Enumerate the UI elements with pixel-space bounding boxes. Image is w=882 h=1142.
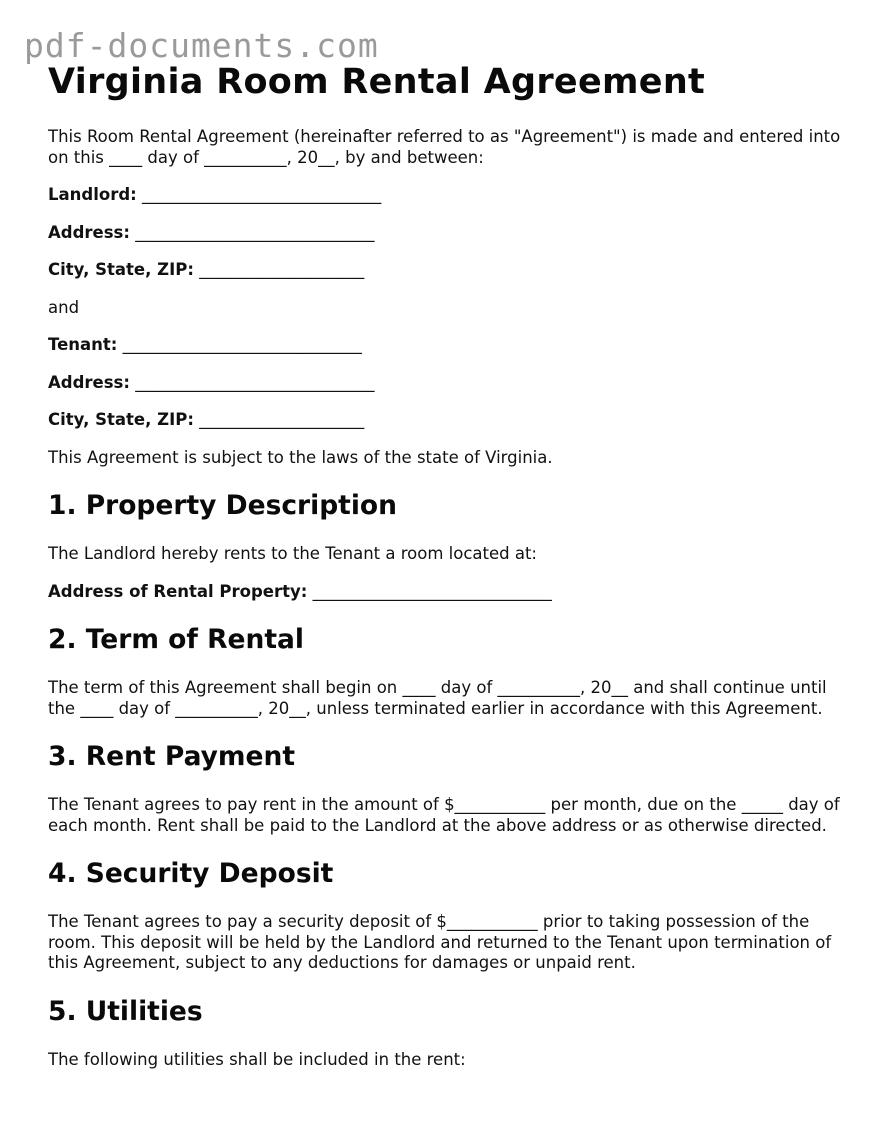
intro-paragraph: This Room Rental Agreement (hereinafter referred to as "Agreement") is made and entered into on this ____ day of __________, 20__, by and between:: [48, 127, 841, 167]
tenant-address-label: Address:: [48, 372, 130, 392]
tenant-address-blank: _____________________________: [135, 372, 375, 392]
tenant-name-blank: _____________________________: [122, 335, 362, 354]
and-text: and: [48, 297, 80, 317]
landlord-name-label: Landlord:: [48, 185, 137, 204]
rental-property-address-blank: _____________________________: [312, 581, 552, 601]
rent-payment-heading: 3. Rent Payment: [48, 741, 296, 772]
property-description-text: The Landlord hereby rents to the Tenant a room located at:: [48, 544, 537, 563]
document-page: [48, 58, 848, 1070]
watermark: pdf-documents.com: [24, 26, 379, 65]
governing-law-text: This Agreement is subject to the laws of the state of Virginia.: [48, 447, 553, 467]
tenant-address-field: [48, 373, 848, 394]
rent-payment-text: The Tenant agrees to pay rent in the amount of $___________ per month, due on the _____ day of each month. Rent shall be paid to the Landlord at the above address or as otherwise directed.: [48, 795, 840, 835]
rental-property-address-field: [48, 582, 848, 603]
landlord-city-state-zip-field: [48, 260, 848, 281]
security-deposit-heading: 4. Security Deposit: [48, 858, 334, 889]
utilities-text: The following utilities shall be included in the rent:: [48, 1049, 466, 1069]
landlord-city-state-zip-label: City, State, ZIP:: [48, 260, 194, 279]
landlord-address-field: [48, 223, 848, 244]
term-of-rental-text: The term of this Agreement shall begin on ____ day of __________, 20__ and shall continue until the ____ day of __________, 20__, unless terminated earlier in accordance with this Agreement.: [48, 678, 827, 718]
document-title: Virginia Room Rental Agreement: [48, 62, 706, 102]
security-deposit-text: The Tenant agrees to pay a security deposit of $___________ prior to taking possession of the room. This deposit will be held by the Landlord and returned to the Tenant upon termination of this Agreement, subject to any deductions for damages or unpaid rent.: [48, 912, 832, 972]
tenant-name-label: Tenant:: [48, 335, 118, 354]
landlord-name-field: [48, 185, 848, 206]
tenant-name-field: [48, 335, 848, 356]
landlord-address-blank: _____________________________: [135, 222, 375, 242]
tenant-city-state-zip-label: City, State, ZIP:: [48, 410, 194, 429]
property-description-heading: 1. Property Description: [48, 490, 398, 521]
tenant-city-state-zip-blank: ____________________: [199, 410, 365, 429]
landlord-name-blank: _____________________________: [142, 185, 382, 204]
rental-property-address-label: Address of Rental Property:: [48, 581, 308, 601]
landlord-address-label: Address:: [48, 222, 130, 242]
term-of-rental-heading: 2. Term of Rental: [48, 624, 305, 655]
landlord-city-state-zip-blank: ____________________: [199, 260, 365, 279]
tenant-city-state-zip-field: [48, 410, 848, 431]
utilities-heading: 5. Utilities: [48, 995, 203, 1027]
